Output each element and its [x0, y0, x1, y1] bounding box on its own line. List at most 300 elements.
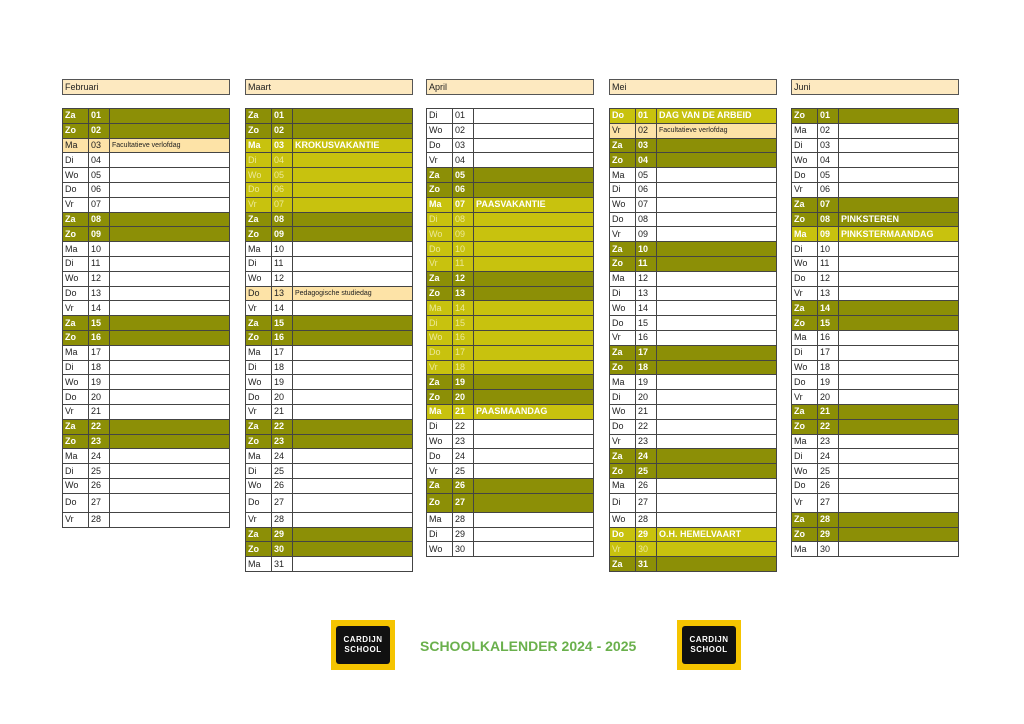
day-name: Wo [427, 123, 453, 138]
day-number: 11 [636, 256, 657, 271]
day-number: 02 [453, 123, 474, 138]
day-name: Wo [246, 271, 272, 286]
day-number: 09 [453, 227, 474, 242]
day-name: Za [246, 212, 272, 227]
day-row [246, 138, 413, 153]
day-number: 07 [453, 197, 474, 212]
day-name: Ma [610, 478, 636, 493]
day-row [63, 478, 230, 493]
day-name: Di [792, 242, 818, 257]
day-number: 01 [453, 109, 474, 124]
day-name: Ma [246, 242, 272, 257]
school-logo-right [677, 620, 741, 670]
day-row [63, 271, 230, 286]
day-number: 05 [89, 168, 110, 183]
day-name: Zo [610, 153, 636, 168]
day-name: Ma [792, 227, 818, 242]
day-number: 11 [272, 256, 293, 271]
day-row [427, 197, 594, 212]
day-number: 10 [818, 242, 839, 257]
day-number: 08 [89, 212, 110, 227]
day-number: 15 [89, 316, 110, 331]
day-row [427, 493, 594, 512]
month-header: April [426, 79, 594, 95]
day-number: 03 [89, 138, 110, 153]
day-name: Za [610, 345, 636, 360]
day-note [293, 256, 413, 271]
day-note: KROKUSVAKANTIE [293, 138, 413, 153]
day-row [610, 123, 777, 138]
day-number: 28 [453, 512, 474, 527]
day-name: Wo [792, 464, 818, 479]
day-note [657, 316, 777, 331]
day-number: 30 [272, 542, 293, 557]
day-note [293, 478, 413, 493]
day-number: 20 [89, 390, 110, 405]
day-row [792, 449, 959, 464]
day-note: O.H. HEMELVAART [657, 527, 777, 542]
day-number: 15 [272, 316, 293, 331]
day-row [246, 316, 413, 331]
day-note [474, 493, 594, 512]
day-number: 29 [453, 527, 474, 542]
day-name: Ma [792, 542, 818, 557]
day-number: 14 [89, 301, 110, 316]
day-name: Ma [427, 404, 453, 419]
day-number: 26 [272, 478, 293, 493]
day-name: Wo [246, 168, 272, 183]
day-row [610, 138, 777, 153]
day-name: Za [63, 212, 89, 227]
day-name: Vr [63, 197, 89, 212]
day-name: Do [610, 419, 636, 434]
day-row [63, 286, 230, 301]
day-name: Do [63, 493, 89, 512]
day-note [657, 390, 777, 405]
day-row [792, 286, 959, 301]
day-row [792, 256, 959, 271]
day-name: Do [427, 138, 453, 153]
day-number: 08 [818, 212, 839, 227]
day-note [839, 360, 959, 375]
day-number: 23 [272, 434, 293, 449]
day-note [293, 109, 413, 124]
day-note [839, 123, 959, 138]
day-number: 01 [272, 109, 293, 124]
day-number: 04 [453, 153, 474, 168]
day-number: 24 [453, 449, 474, 464]
day-name: Di [246, 360, 272, 375]
day-note [293, 542, 413, 557]
day-note [657, 478, 777, 493]
day-note [293, 434, 413, 449]
day-number: 21 [453, 404, 474, 419]
day-number: 05 [453, 168, 474, 183]
day-name: Zo [792, 527, 818, 542]
day-name: Ma [246, 449, 272, 464]
day-number: 23 [636, 434, 657, 449]
day-number: 06 [453, 182, 474, 197]
school-logo-left [331, 620, 395, 670]
day-number: 15 [453, 316, 474, 331]
day-name: Vr [792, 390, 818, 405]
day-note [110, 286, 230, 301]
day-note [110, 197, 230, 212]
day-number: 22 [818, 419, 839, 434]
day-note [474, 375, 594, 390]
day-number: 20 [636, 390, 657, 405]
day-row [792, 375, 959, 390]
day-name: Di [610, 390, 636, 405]
day-row [427, 345, 594, 360]
day-row [427, 182, 594, 197]
day-name: Za [427, 271, 453, 286]
day-number: 27 [272, 493, 293, 512]
day-name: Za [610, 449, 636, 464]
day-note [474, 109, 594, 124]
day-name: Zo [246, 542, 272, 557]
day-note [839, 542, 959, 557]
day-note [839, 404, 959, 419]
day-name: Vr [63, 512, 89, 527]
day-name: Do [63, 286, 89, 301]
day-row [427, 512, 594, 527]
day-row [610, 345, 777, 360]
day-name: Za [792, 404, 818, 419]
day-name: Ma [792, 123, 818, 138]
day-note [657, 242, 777, 257]
day-row [427, 464, 594, 479]
day-note [293, 419, 413, 434]
day-row [610, 434, 777, 449]
day-number: 22 [272, 419, 293, 434]
day-note: PAASMAANDAG [474, 404, 594, 419]
day-row [63, 390, 230, 405]
day-note [110, 493, 230, 512]
month-table [609, 108, 777, 572]
day-note [839, 464, 959, 479]
day-number: 13 [453, 286, 474, 301]
day-note: DAG VAN DE ARBEID [657, 109, 777, 124]
day-number: 12 [453, 271, 474, 286]
day-number: 07 [89, 197, 110, 212]
day-name: Ma [427, 512, 453, 527]
logo-line1: CARDIJN [689, 635, 729, 644]
day-number: 12 [818, 271, 839, 286]
day-number: 18 [272, 360, 293, 375]
day-name: Za [792, 301, 818, 316]
day-note [474, 227, 594, 242]
day-row [427, 153, 594, 168]
day-note [110, 512, 230, 527]
day-row [792, 330, 959, 345]
logo-line2: SCHOOL [344, 645, 382, 654]
day-row [427, 404, 594, 419]
day-note [474, 527, 594, 542]
day-note [839, 301, 959, 316]
day-note [474, 419, 594, 434]
day-note [474, 360, 594, 375]
day-name: Zo [427, 286, 453, 301]
day-note [839, 330, 959, 345]
day-row [63, 360, 230, 375]
day-number: 11 [89, 256, 110, 271]
day-row [792, 242, 959, 257]
day-row [246, 404, 413, 419]
day-note [657, 256, 777, 271]
month-column [62, 79, 230, 528]
day-note [839, 271, 959, 286]
day-row [427, 330, 594, 345]
day-note [839, 390, 959, 405]
day-note [293, 404, 413, 419]
day-number: 19 [272, 375, 293, 390]
day-note [293, 345, 413, 360]
day-row [792, 301, 959, 316]
day-number: 04 [89, 153, 110, 168]
day-name: Zo [792, 109, 818, 124]
day-row [63, 109, 230, 124]
day-number: 02 [636, 123, 657, 138]
day-row [246, 197, 413, 212]
day-number: 19 [818, 375, 839, 390]
day-number: 18 [453, 360, 474, 375]
day-note [474, 316, 594, 331]
day-number: 16 [453, 330, 474, 345]
day-number: 11 [818, 256, 839, 271]
day-name: Do [246, 390, 272, 405]
day-name: Wo [63, 168, 89, 183]
day-name: Za [610, 242, 636, 257]
day-note [110, 375, 230, 390]
day-note [293, 301, 413, 316]
day-note [474, 256, 594, 271]
month-header: Mei [609, 79, 777, 95]
day-note [839, 138, 959, 153]
day-number: 16 [818, 330, 839, 345]
day-name: Zo [427, 182, 453, 197]
day-row [610, 109, 777, 124]
day-row [63, 419, 230, 434]
day-name: Zo [246, 330, 272, 345]
day-row [792, 123, 959, 138]
day-number: 27 [89, 493, 110, 512]
day-number: 17 [272, 345, 293, 360]
month-column [791, 79, 959, 557]
day-note [293, 390, 413, 405]
day-note [657, 464, 777, 479]
day-name: Vr [427, 153, 453, 168]
day-number: 02 [89, 123, 110, 138]
day-number: 25 [272, 464, 293, 479]
day-row [246, 286, 413, 301]
day-row [427, 256, 594, 271]
day-note [474, 168, 594, 183]
day-number: 29 [818, 527, 839, 542]
day-name: Di [792, 449, 818, 464]
day-name: Ma [427, 197, 453, 212]
day-name: Do [427, 242, 453, 257]
day-number: 18 [636, 360, 657, 375]
day-note [474, 301, 594, 316]
day-number: 09 [636, 227, 657, 242]
day-number: 29 [636, 527, 657, 542]
day-row [63, 449, 230, 464]
day-number: 12 [89, 271, 110, 286]
day-note [110, 345, 230, 360]
day-row [246, 242, 413, 257]
day-row [63, 153, 230, 168]
day-name: Di [246, 256, 272, 271]
day-number: 10 [636, 242, 657, 257]
day-row [63, 227, 230, 242]
day-row [792, 478, 959, 493]
day-row [610, 390, 777, 405]
day-name: Vr [792, 286, 818, 301]
day-name: Di [427, 212, 453, 227]
day-row [246, 271, 413, 286]
day-name: Wo [792, 153, 818, 168]
day-row [63, 256, 230, 271]
day-row [427, 212, 594, 227]
day-name: Wo [246, 478, 272, 493]
day-number: 08 [272, 212, 293, 227]
day-row [610, 512, 777, 527]
day-note [293, 316, 413, 331]
day-number: 06 [818, 182, 839, 197]
day-name: Za [427, 168, 453, 183]
month-column [245, 79, 413, 572]
day-number: 22 [89, 419, 110, 434]
day-number: 21 [636, 404, 657, 419]
day-name: Zo [792, 212, 818, 227]
day-note [474, 182, 594, 197]
day-note [839, 182, 959, 197]
day-number: 04 [636, 153, 657, 168]
day-name: Wo [610, 512, 636, 527]
day-name: Vr [246, 301, 272, 316]
day-number: 26 [818, 478, 839, 493]
day-note [657, 345, 777, 360]
day-name: Za [610, 138, 636, 153]
day-number: 02 [818, 123, 839, 138]
day-number: 25 [89, 464, 110, 479]
day-name: Za [246, 316, 272, 331]
day-number: 16 [89, 330, 110, 345]
day-name: Di [610, 286, 636, 301]
day-note [110, 271, 230, 286]
day-row [792, 527, 959, 542]
day-row [63, 168, 230, 183]
day-note [293, 271, 413, 286]
day-number: 07 [636, 197, 657, 212]
day-number: 19 [636, 375, 657, 390]
day-name: Zo [63, 123, 89, 138]
day-number: 24 [89, 449, 110, 464]
day-row [246, 419, 413, 434]
day-name: Di [610, 182, 636, 197]
day-row [792, 390, 959, 405]
day-name: Di [246, 464, 272, 479]
day-name: Di [427, 527, 453, 542]
day-row [792, 153, 959, 168]
logo-line1: CARDIJN [343, 635, 383, 644]
day-note [110, 330, 230, 345]
day-row [246, 434, 413, 449]
day-name: Wo [427, 227, 453, 242]
day-name: Vr [610, 434, 636, 449]
day-name: Do [63, 390, 89, 405]
day-row [63, 375, 230, 390]
day-name: Wo [610, 404, 636, 419]
day-note [474, 542, 594, 557]
day-note [839, 345, 959, 360]
day-name: Vr [427, 464, 453, 479]
day-number: 06 [272, 182, 293, 197]
day-row [427, 478, 594, 493]
day-note: PINKSTERMAANDAG [839, 227, 959, 242]
day-note [293, 242, 413, 257]
day-row [427, 138, 594, 153]
day-row [63, 512, 230, 527]
day-name: Za [427, 478, 453, 493]
month-header: Maart [245, 79, 413, 95]
day-row [63, 138, 230, 153]
day-note [657, 286, 777, 301]
day-name: Di [427, 316, 453, 331]
day-number: 20 [818, 390, 839, 405]
day-number: 27 [818, 493, 839, 512]
day-row [610, 449, 777, 464]
day-note [839, 419, 959, 434]
day-row [246, 512, 413, 527]
day-number: 13 [636, 286, 657, 301]
day-note [293, 464, 413, 479]
day-row [63, 197, 230, 212]
day-note [839, 493, 959, 512]
day-note [110, 168, 230, 183]
day-row [610, 212, 777, 227]
day-name: Zo [427, 390, 453, 405]
day-number: 31 [636, 557, 657, 572]
day-note [657, 197, 777, 212]
day-note [293, 197, 413, 212]
day-note [657, 542, 777, 557]
month-table [62, 108, 230, 528]
day-number: 13 [818, 286, 839, 301]
day-row [246, 301, 413, 316]
day-name: Zo [246, 123, 272, 138]
day-row [427, 316, 594, 331]
day-number: 28 [89, 512, 110, 527]
day-name: Di [792, 138, 818, 153]
day-row [792, 227, 959, 242]
day-name: Za [610, 557, 636, 572]
day-row [63, 330, 230, 345]
day-row [63, 316, 230, 331]
day-row [610, 227, 777, 242]
day-note [474, 449, 594, 464]
day-note [110, 153, 230, 168]
day-number: 03 [453, 138, 474, 153]
day-name: Za [792, 197, 818, 212]
day-number: 09 [818, 227, 839, 242]
day-note [839, 512, 959, 527]
day-note [293, 153, 413, 168]
day-number: 27 [453, 493, 474, 512]
day-note [110, 464, 230, 479]
day-number: 22 [636, 419, 657, 434]
